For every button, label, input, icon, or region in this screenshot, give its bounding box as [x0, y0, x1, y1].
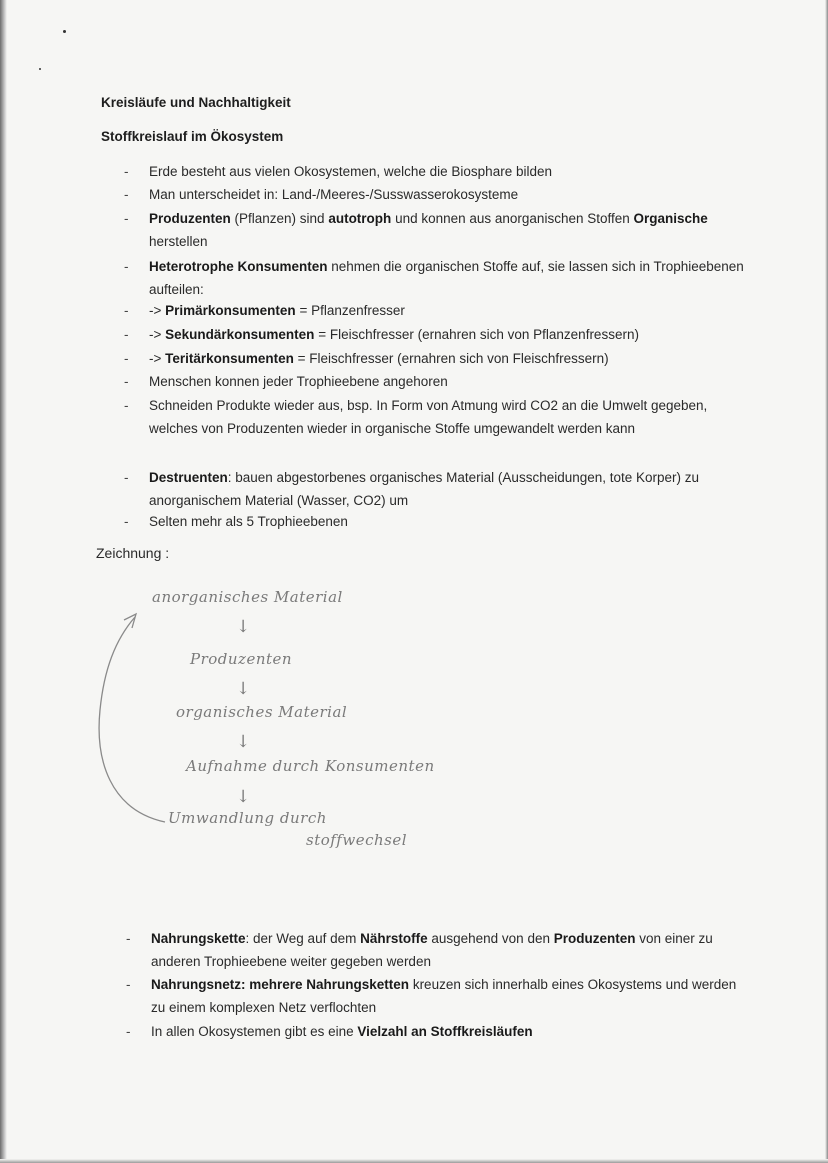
sketch-arrow-down: ↓: [236, 787, 251, 807]
text-segment: Schneiden Produkte wieder aus, bsp. In Form von Atmung wird CO2 an die Umwelt gegeben, welches von Produzenten wieder in organische Stoffe umgewandelt werden kann: [149, 398, 708, 436]
zeichnung-label: Zeichnung :: [96, 545, 170, 561]
bold-text: Sekundärkonsumenten: [165, 327, 315, 342]
page-heading: Kreisläufe und Nachhaltigkeit: [101, 95, 291, 110]
text-segment: : der Weg auf dem: [245, 931, 361, 946]
sketch-step: anorganisches Material: [152, 588, 343, 606]
sketch-step: Produzenten: [190, 650, 293, 668]
bullet-dash: -: [124, 514, 129, 529]
sketch-arrow-down: ↓: [236, 679, 251, 699]
sketch-arrow-down: ↓: [236, 732, 251, 752]
bullet-dash: -: [124, 374, 129, 389]
bullet-item: [126, 974, 751, 1019]
text-segment: (Pflanzen) sind: [230, 211, 329, 226]
bold-text: Teritärkonsumenten: [165, 351, 294, 366]
text-segment: ->: [149, 327, 166, 342]
text-segment: Man unterscheidet in: Land-/Meeres-/Susswasserokosysteme: [149, 187, 519, 202]
bullet-item: [126, 1021, 751, 1044]
bullet-dash: -: [124, 211, 129, 226]
sketch-step: Aufnahme durch Konsumenten: [186, 757, 435, 775]
bullet-dash: -: [126, 1024, 131, 1039]
text-segment: ->: [149, 351, 166, 366]
text-segment: = Fleischfresser (ernahren sich von Pflanzenfressern): [314, 327, 639, 342]
bold-text: Primärkonsumenten: [165, 303, 296, 318]
page-subheading: Stoffkreislauf im Ökosystem: [101, 129, 284, 144]
bullet-dash: -: [124, 303, 129, 318]
bullet-dash: -: [126, 931, 131, 946]
sketch-step: stoffwechsel: [306, 831, 408, 849]
bullet-dash: -: [124, 351, 129, 366]
text-segment: Erde besteht aus vielen Okosystemen, welche die Biosphare bilden: [149, 164, 552, 179]
bold-text: autotroph: [328, 211, 392, 226]
sketch-step: Umwandlung durch: [168, 809, 327, 827]
text-segment: von einer zu anderen Trophieebene weiter gegeben werden: [151, 931, 713, 969]
text-segment: Selten mehr als 5 Trophieebenen: [149, 514, 348, 529]
bullet-dash: -: [124, 470, 129, 485]
bold-text: Destruenten: [149, 470, 228, 485]
bullet-dash: -: [124, 164, 129, 179]
bold-text: Nahrungsnetz: mehrere Nahrungsketten: [151, 977, 410, 992]
sketch-arrowhead: [124, 614, 136, 628]
bullet-dash: -: [124, 398, 129, 413]
text-segment: = Fleischfresser (ernahren sich von Fleischfressern): [293, 351, 609, 366]
text-segment: Menschen konnen jeder Trophieebene angehoren: [149, 374, 448, 389]
bold-text: Organische: [633, 211, 708, 226]
scan-edge-bottom: [0, 1159, 828, 1163]
sketch-step: organisches Material: [176, 703, 348, 721]
bold-text: Nahrungskette: [151, 931, 246, 946]
sketch-cycle-arrow: [99, 617, 165, 822]
bullet-dash: -: [124, 259, 129, 274]
bold-text: Vielzahl an Stoffkreisläufen: [357, 1024, 533, 1039]
text-segment: In allen Okosystemen gibt es eine: [151, 1024, 358, 1039]
text-segment: ->: [149, 303, 166, 318]
sketch-arrow-down: ↓: [236, 617, 251, 637]
text-segment: herstellen: [149, 233, 208, 249]
bullet-item: [126, 928, 751, 973]
text-segment: : bauen abgestorbenes organisches Material (Ausscheidungen, tote Korper) zu anorganischem Material (Wasser, CO2) um: [149, 470, 700, 508]
bullet-dash: -: [124, 187, 129, 202]
text-segment: ausgehend von den: [427, 931, 554, 946]
bold-text: Nährstoffe: [360, 931, 428, 946]
text-segment: = Pflanzenfresser: [295, 303, 405, 318]
bold-text: Produzenten: [553, 931, 636, 946]
bold-text: Produzenten: [149, 211, 231, 226]
bold-text: Heterotrophe Konsumenten: [149, 259, 328, 274]
text-segment: und konnen aus anorganischen Stoffen: [391, 211, 634, 226]
bullet-dash: -: [126, 977, 131, 992]
text-segment: kreuzen sich innerhalb eines Okosystems und werden zu einem komplexen Netz verflochten: [151, 977, 737, 1015]
bullet-dash: -: [124, 327, 129, 342]
text-segment: nehmen die organischen Stoffe auf, sie lassen sich in Trophieebenen aufteilen:: [149, 259, 744, 297]
